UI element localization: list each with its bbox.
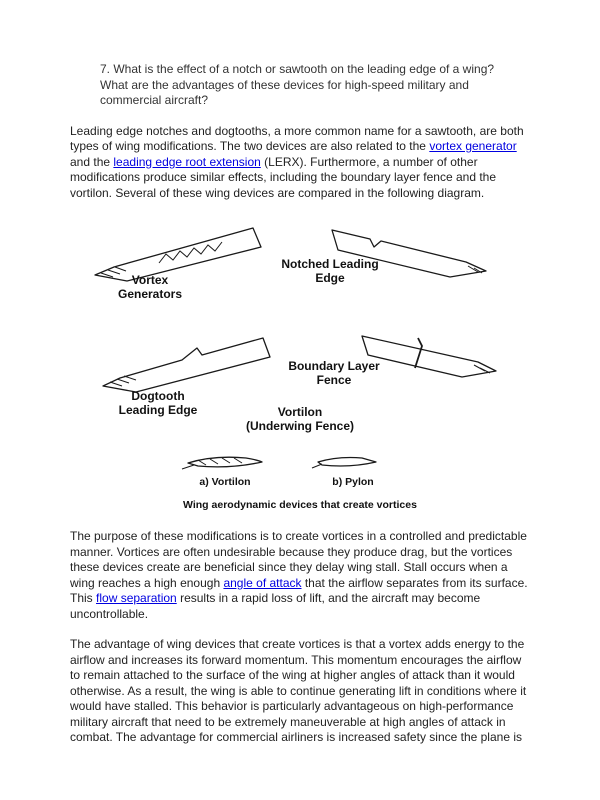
wing-devices-diagram	[70, 216, 530, 516]
paragraph-2-text: The purpose of these modifications is to create vortices in a controlled and predictable manner. Vortices are often undesirable because they produce drag, but the vortices these devices create are beneficial since they delay wing stall. Stall occurs when a wing reaches a high enough	[70, 529, 527, 590]
figure-caption: Wing aerodynamic devices that create vortices	[183, 499, 417, 511]
label-notched-leading-edge: Notched Leading Edge	[281, 257, 379, 285]
label-a-vortilon: a) Vortilon	[199, 476, 251, 488]
pylon-airfoil-shape	[318, 458, 376, 467]
paragraph-1-text: and the	[70, 154, 114, 169]
paragraph-3: The advantage of wing devices that create vortices is that a vortex adds energy to the airflow and increases its forward momentum. This momentum encourages the airflow to remain attached to the surface of the wing at higher angles of attack than it would otherwise. As a result, the wing is able to continue generating lift in conditions where it would have stalled. This behavior is particularly advantageous on high-performance military aircraft that need to be extremely maneuverable at high angles of attack in combat. The advantage for commercial airliners is increased safety since the plane is	[70, 637, 527, 744]
paragraph-1	[70, 124, 530, 202]
paragraph-1-text: Leading edge notches and dogtooths, a more common name for a sawtooth, are both types of wing modifications. The two devices are also related to the	[70, 123, 524, 153]
dogtooth-leading-edge-wing-shape	[103, 338, 270, 392]
label-dogtooth-leading-edge: Dogtooth Leading Edge	[118, 389, 198, 417]
label-vortex-generators: Vortex Generators	[117, 273, 183, 301]
link-leading-edge-root-extension[interactable]: leading edge root extension	[113, 154, 261, 169]
paragraph-2-text: that the airflow separates from its surface. This	[70, 575, 528, 605]
paragraph-2-text: results in a rapid loss of lift, and the aircraft may become uncontrollable.	[70, 591, 481, 621]
link-flow-separation[interactable]: flow separation	[96, 591, 177, 605]
link-vortex-generator[interactable]: vortex generator	[429, 139, 517, 153]
vortilon-airfoil-shape	[188, 457, 262, 467]
label-vortilon-line1: Vortilon	[277, 405, 323, 419]
label-vortilon-heading	[220, 406, 380, 433]
label-vortilon-line2: (Underwing Fence)	[245, 418, 354, 433]
paragraph-1-text: (LERX). Furthermore, a number of other modifications produce similar effects, including the boundary layer fence and the vortilon. Several of these wing devices are compared in the following diagram.	[70, 154, 497, 200]
label-b-pylon: b) Pylon	[332, 476, 374, 488]
label-boundary-layer-fence: Boundary Layer Fence	[288, 359, 380, 387]
link-angle-of-attack[interactable]: angle of attack	[223, 575, 302, 590]
paragraph-2	[70, 529, 530, 622]
question-text: 7. What is the effect of a notch or sawtooth on the leading edge of a wing? What are the advantages of these devices for high-speed military and commercial aircraft?	[100, 62, 495, 107]
